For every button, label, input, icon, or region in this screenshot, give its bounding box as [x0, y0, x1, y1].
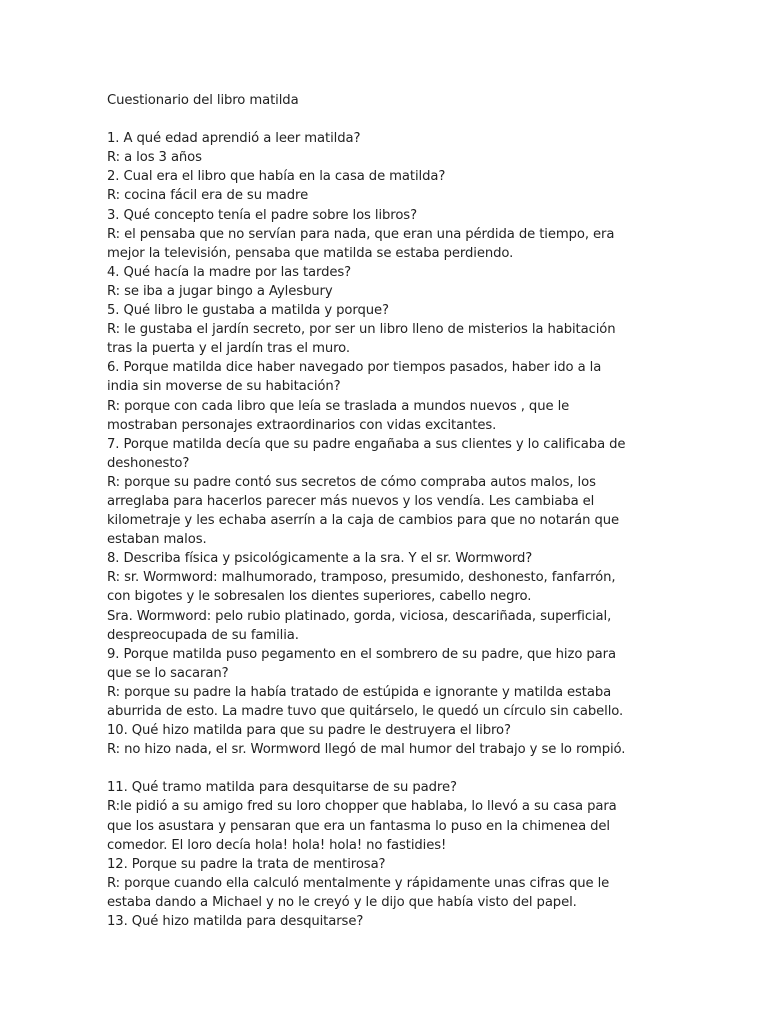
- text-line: 13. Qué hizo matilda para desquitarse?: [107, 914, 364, 930]
- text-line: R: a los 3 años: [107, 150, 202, 166]
- text-line: R: sr. Wormword: malhumorado, tramposo, presumido, deshonesto, fanfarrón,: [107, 570, 616, 586]
- text-line: estaba dando a Michael y no le creyó y le dijo que había visto del papel.: [107, 894, 577, 910]
- text-line: R: el pensaba que no servían para nada, que eran una pérdida de tiempo, era: [107, 226, 615, 242]
- text-line: arreglaba para hacerlos parecer más nuevos y los vendía. Les cambiaba el: [107, 493, 595, 509]
- text-line: con bigotes y le sobresalen los dientes superiores, cabello negro.: [107, 589, 532, 605]
- text-line: 8. Describa física y psicológicamente a la sra. Y el sr. Wormword?: [107, 551, 533, 567]
- text-line: R:le pidió a su amigo fred su loro chopper que hablaba, lo llevó a su casa para: [107, 799, 617, 815]
- text-line: mejor la televisión, pensaba que matilda se estaba perdiendo.: [107, 245, 514, 261]
- text-line: despreocupada de su familia.: [107, 627, 299, 643]
- text-line: mostraban personajes extraordinarios con vidas excitantes.: [107, 417, 497, 433]
- document-body: [107, 91, 667, 931]
- text-line: 4. Qué hacía la madre por las tardes?: [107, 264, 352, 280]
- text-line: R: porque su padre la había tratado de estúpida e ignorante y matilda estaba: [107, 684, 612, 700]
- text-line: 6. Porque matilda dice haber navegado por tiempos pasados, haber ido a la: [107, 360, 602, 376]
- text-line: 12. Porque su padre la trata de mentirosa?: [107, 856, 386, 872]
- text-line: tras la puerta y el jardín tras el muro.: [107, 341, 350, 357]
- questions-block-2: [107, 778, 667, 931]
- text-line: Sra. Wormword: pelo rubio platinado, gorda, viciosa, descariñada, superficial,: [107, 608, 612, 624]
- text-line: 7. Porque matilda decía que su padre engañaba a sus clientes y lo calificaba de: [107, 436, 626, 452]
- text-line: 2. Cual era el libro que había en la casa de matilda?: [107, 169, 446, 185]
- text-line: india sin moverse de su habitación?: [107, 379, 341, 395]
- text-line: 3. Qué concepto tenía el padre sobre los libros?: [107, 207, 417, 223]
- text-line: 1. A qué edad aprendió a leer matilda?: [107, 131, 361, 147]
- questions-block-1: [107, 129, 667, 759]
- document-title: Cuestionario del libro matilda: [107, 93, 299, 108]
- text-line: R: porque cuando ella calculó mentalmente y rápidamente unas cifras que le: [107, 875, 610, 891]
- text-line: 10. Qué hizo matilda para que su padre le destruyera el libro?: [107, 723, 511, 739]
- text-line: que los asustara y pensaran que era un fantasma lo puso en la chimenea del: [107, 818, 610, 834]
- text-line: R: se iba a jugar bingo a Aylesbury: [107, 283, 333, 299]
- blank-line: [107, 759, 667, 778]
- text-line: R: le gustaba el jardín secreto, por ser un libro lleno de misterios la habitación: [107, 322, 616, 338]
- text-line: 5. Qué libro le gustaba a matilda y porque?: [107, 303, 389, 319]
- text-line: kilometraje y les echaba aserrín a la caja de cambios para que no notarán que: [107, 513, 619, 529]
- text-line: que se lo sacaran?: [107, 665, 229, 681]
- text-line: estaban malos.: [107, 532, 207, 548]
- text-line: 9. Porque matilda puso pegamento en el sombrero de su padre, que hizo para: [107, 646, 616, 662]
- text-line: R: cocina fácil era de su madre: [107, 188, 309, 204]
- blank-line: [107, 110, 667, 129]
- text-line: comedor. El loro decía hola! hola! hola! no fastidies!: [107, 837, 447, 853]
- text-line: aburrida de esto. La madre tuvo que quitárselo, le quedó un círculo sin cabello.: [107, 704, 624, 719]
- text-line: R: porque con cada libro que leía se traslada a mundos nuevos , que le: [107, 398, 570, 414]
- text-line: R: no hizo nada, el sr. Wormword llegó de mal humor del trabajo y se lo rompió.: [107, 742, 626, 758]
- text-line: R: porque su padre contó sus secretos de cómo compraba autos malos, los: [107, 474, 596, 490]
- text-line: deshonesto?: [107, 455, 190, 471]
- text-line: 11. Qué tramo matilda para desquitarse de su padre?: [107, 780, 457, 796]
